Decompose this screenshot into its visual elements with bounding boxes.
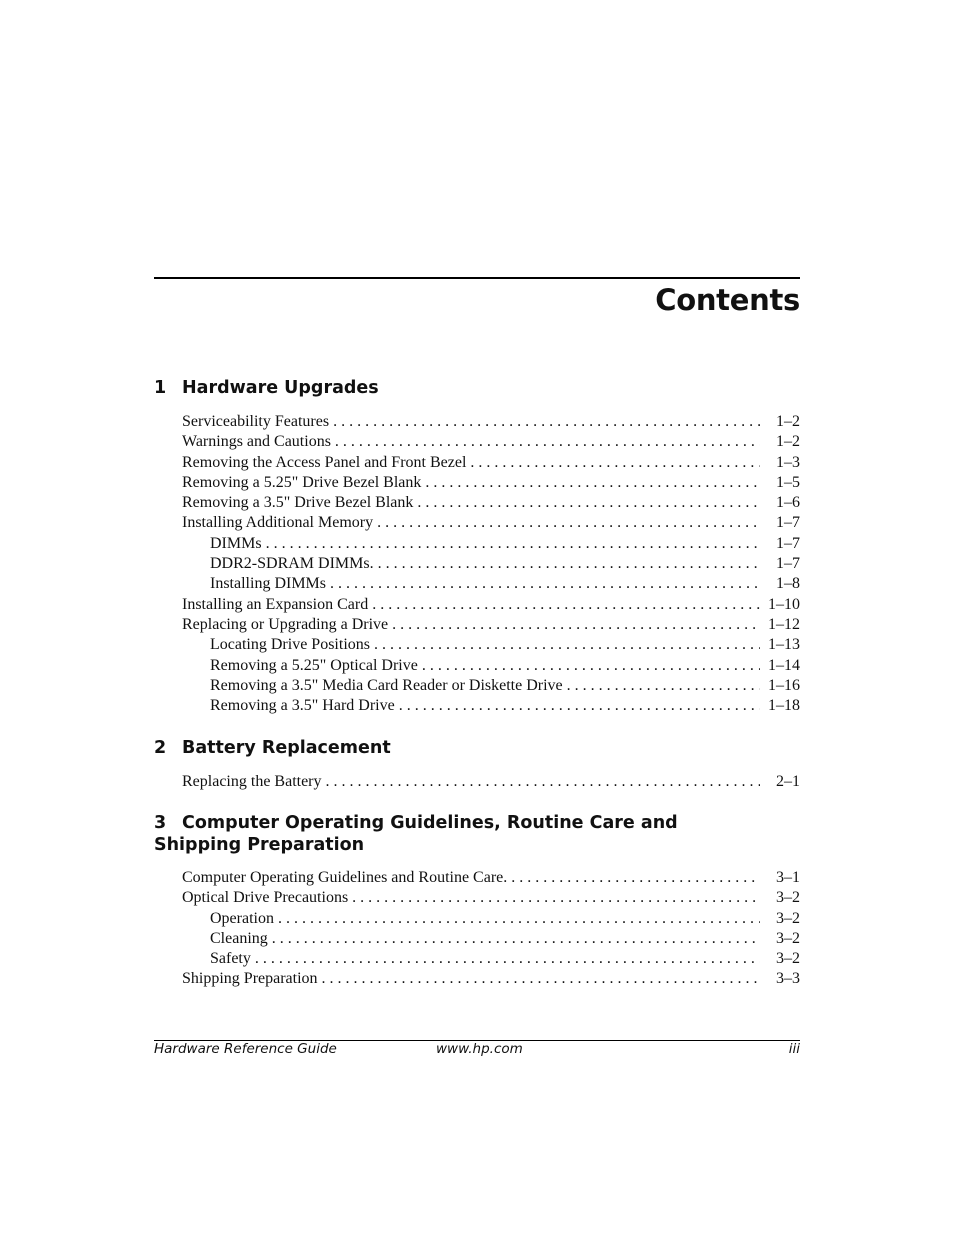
toc-entry-label: Removing a 3.5" Media Card Reader or Diskette Drive <box>210 676 567 696</box>
toc-entry[interactable] <box>154 888 800 908</box>
toc-entry[interactable] <box>154 969 800 989</box>
toc-entry-label: Computer Operating Guidelines and Routine Care. <box>182 868 511 888</box>
chapter-title: Battery Replacement <box>182 738 391 758</box>
dot-leader <box>333 412 760 432</box>
toc-entry[interactable] <box>154 412 800 432</box>
chapter-number: 3 <box>154 813 167 833</box>
toc-entry[interactable] <box>154 534 800 554</box>
toc-entry[interactable] <box>154 432 800 452</box>
toc-entry-label: Installing DIMMs <box>210 574 330 594</box>
toc-entry[interactable] <box>154 772 800 792</box>
footer-page-number: iii <box>788 1041 800 1057</box>
toc-entry-page: 1–18 <box>760 696 800 716</box>
toc-entry-label: Removing the Access Panel and Front Bezel <box>182 453 470 473</box>
toc-entry[interactable] <box>154 453 800 473</box>
toc-entry-page: 3–2 <box>760 949 800 969</box>
dot-leader <box>422 656 760 676</box>
toc-entry-label: Shipping Preparation <box>182 969 322 989</box>
toc-entry-label: Cleaning <box>210 929 272 949</box>
toc-entry-page: 3–1 <box>760 868 800 888</box>
toc-entry-label: Removing a 5.25" Drive Bezel Blank <box>182 473 425 493</box>
toc-entry-page: 1–5 <box>760 473 800 493</box>
dot-leader <box>470 453 760 473</box>
toc-entry-label: Replacing the Battery <box>182 772 326 792</box>
toc-entry-page: 1–6 <box>760 493 800 513</box>
toc-entry-page: 3–2 <box>760 888 800 908</box>
toc-entry-page: 1–10 <box>760 595 800 615</box>
toc-entry-label: Installing an Expansion Card <box>182 595 372 615</box>
toc-entry-page: 3–2 <box>760 909 800 929</box>
dot-leader <box>567 676 760 696</box>
document-page <box>154 0 800 1235</box>
toc-entry-label: Removing a 5.25" Optical Drive <box>210 656 422 676</box>
chapter-title: Hardware Upgrades <box>182 378 379 398</box>
toc-entry-page: 1–7 <box>760 513 800 533</box>
toc-entry[interactable] <box>154 473 800 493</box>
chapter-3-heading <box>154 812 678 856</box>
chapter-number: 2 <box>154 738 167 758</box>
toc-entry[interactable] <box>154 696 800 716</box>
toc-entry-label: Replacing or Upgrading a Drive <box>182 615 392 635</box>
toc-entry[interactable] <box>154 615 800 635</box>
toc-entry-label: Locating Drive Positions <box>210 635 374 655</box>
dot-leader <box>511 868 760 888</box>
page-footer <box>154 1041 800 1059</box>
dot-leader <box>372 595 760 615</box>
dot-leader <box>278 909 760 929</box>
toc-entry-page: 1–12 <box>760 615 800 635</box>
toc-entry-page: 1–8 <box>760 574 800 594</box>
toc-entry-label: Removing a 3.5" Drive Bezel Blank <box>182 493 417 513</box>
chapter-title: Computer Operating Guidelines, Routine Care and <box>182 813 678 833</box>
toc-entry-label: Optical Drive Precautions <box>182 888 352 908</box>
chapter-3-toc <box>154 868 800 990</box>
dot-leader <box>326 772 760 792</box>
toc-entry-page: 1–16 <box>760 676 800 696</box>
dot-leader <box>352 888 760 908</box>
toc-entry[interactable] <box>154 909 800 929</box>
toc-entry-page: 1–7 <box>760 534 800 554</box>
toc-entry-page: 1–3 <box>760 453 800 473</box>
toc-entry-page: 3–3 <box>760 969 800 989</box>
footer-website: www.hp.com <box>436 1041 523 1057</box>
toc-entry-label: Operation <box>210 909 278 929</box>
toc-entry-page: 3–2 <box>760 929 800 949</box>
toc-entry-label: Serviceability Features <box>182 412 333 432</box>
toc-entry-label: DDR2-SDRAM DIMMs. <box>210 554 378 574</box>
toc-entry[interactable] <box>154 656 800 676</box>
chapter-title-continued: Shipping Preparation <box>154 835 365 855</box>
dot-leader <box>322 969 760 989</box>
toc-entry-page: 1–13 <box>760 635 800 655</box>
toc-entry[interactable] <box>154 676 800 696</box>
toc-entry[interactable] <box>154 868 800 888</box>
toc-entry[interactable] <box>154 574 800 594</box>
toc-entry-label: Removing a 3.5" Hard Drive <box>210 696 399 716</box>
toc-entry[interactable] <box>154 493 800 513</box>
dot-leader <box>266 534 760 554</box>
toc-entry-page: 1–2 <box>760 412 800 432</box>
page-title: Contents <box>655 283 800 317</box>
chapter-number: 1 <box>154 378 167 398</box>
dot-leader <box>335 432 760 452</box>
toc-entry[interactable] <box>154 635 800 655</box>
dot-leader <box>392 615 760 635</box>
dot-leader <box>425 473 760 493</box>
chapter-2-toc <box>154 772 800 792</box>
footer-guide-title: Hardware Reference Guide <box>154 1041 337 1057</box>
dot-leader <box>330 574 760 594</box>
chapter-1-toc <box>154 412 800 716</box>
dot-leader <box>377 513 760 533</box>
toc-entry-label: DIMMs <box>210 534 266 554</box>
dot-leader <box>417 493 760 513</box>
dot-leader <box>272 929 760 949</box>
toc-entry-label: Safety <box>210 949 255 969</box>
toc-entry[interactable] <box>154 595 800 615</box>
toc-entry[interactable] <box>154 929 800 949</box>
toc-entry[interactable] <box>154 513 800 533</box>
toc-entry[interactable] <box>154 554 800 574</box>
dot-leader <box>374 635 760 655</box>
title-rule <box>154 277 800 279</box>
toc-entry-label: Warnings and Cautions <box>182 432 335 452</box>
toc-entry-page: 1–14 <box>760 656 800 676</box>
toc-entry-label: Installing Additional Memory <box>182 513 377 533</box>
chapter-1-heading <box>154 377 379 399</box>
dot-leader <box>399 696 760 716</box>
dot-leader <box>378 554 760 574</box>
chapter-2-heading <box>154 737 391 759</box>
dot-leader <box>255 949 760 969</box>
toc-entry-page: 1–2 <box>760 432 800 452</box>
toc-entry[interactable] <box>154 949 800 969</box>
toc-entry-page: 1–7 <box>760 554 800 574</box>
toc-entry-page: 2–1 <box>760 772 800 792</box>
